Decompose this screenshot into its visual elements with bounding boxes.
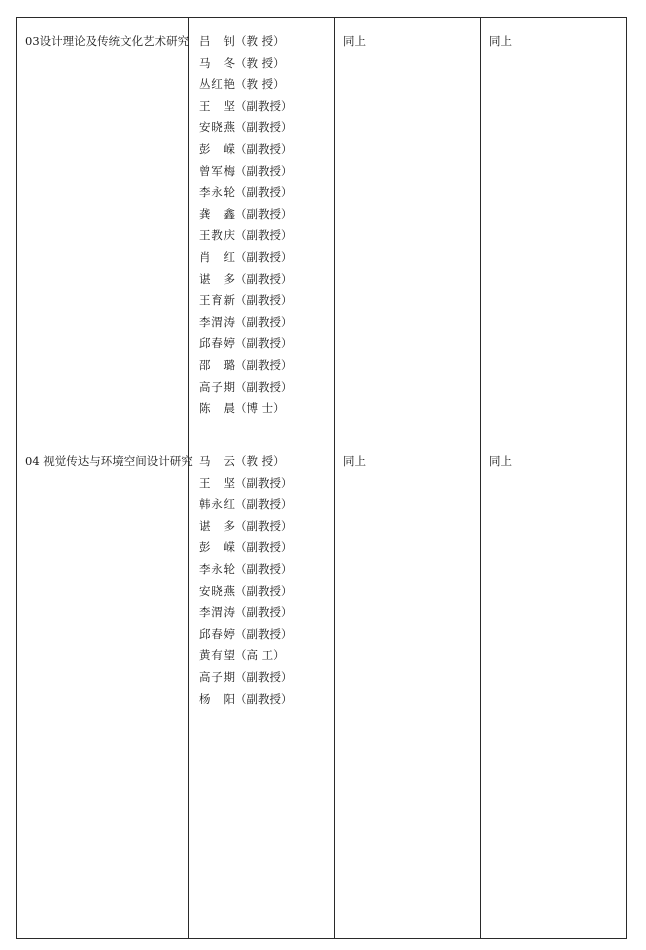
advisor-table <box>16 17 627 939</box>
advisor-row <box>199 247 293 269</box>
advisor-row <box>199 667 293 689</box>
advisor-name: 王教庆 <box>199 228 235 243</box>
advisor-row <box>199 74 293 96</box>
advisor-row <box>199 624 293 646</box>
advisor-title: （副教授） <box>235 141 293 156</box>
advisor-title: （博 士） <box>235 401 285 416</box>
advisor-title: （教 授） <box>235 55 285 70</box>
advisor-title: （副教授） <box>235 518 293 533</box>
advisor-row <box>199 204 293 226</box>
advisor-row <box>199 269 293 291</box>
advisor-title: （副教授） <box>235 228 293 243</box>
advisor-name: 丛红艳 <box>199 77 235 92</box>
advisor-name: 曾军梅 <box>199 163 235 178</box>
advisor-title: （副教授） <box>235 120 293 135</box>
advisor-title: （副教授） <box>235 669 293 684</box>
advisor-row <box>199 516 293 538</box>
advisor-title: （副教授） <box>235 540 293 555</box>
advisor-name: 安晓燕 <box>199 583 235 598</box>
column-divider <box>480 18 481 938</box>
advisor-title: （副教授） <box>235 293 293 308</box>
same-as-above-note: 同上 <box>489 34 512 48</box>
advisor-title: （副教授） <box>235 185 293 200</box>
advisor-name: 黄有望 <box>199 648 235 663</box>
advisor-name: 邱春婷 <box>199 336 235 351</box>
advisor-title: （副教授） <box>235 206 293 221</box>
advisor-title: （副教授） <box>235 561 293 576</box>
advisor-title: （教 授） <box>235 34 285 48</box>
advisor-row <box>199 377 293 399</box>
advisor-name: 谌 多 <box>199 518 235 533</box>
advisor-title: （副教授） <box>235 336 293 351</box>
advisor-title: （教 授） <box>235 454 285 468</box>
advisor-name: 马 冬 <box>199 55 235 70</box>
advisor-name: 王 坚 <box>199 475 235 490</box>
advisor-row <box>199 451 293 473</box>
advisor-row <box>199 645 293 667</box>
advisor-name: 彭 嵘 <box>199 540 235 555</box>
advisor-list-03 <box>199 31 293 420</box>
advisor-row <box>199 182 293 204</box>
advisor-name: 龚 鑫 <box>199 206 235 221</box>
advisor-name: 吕 钊 <box>199 34 235 48</box>
advisor-row <box>199 96 293 118</box>
advisor-row <box>199 225 293 247</box>
advisor-title: （高 工） <box>235 648 285 663</box>
advisor-row <box>199 117 293 139</box>
advisor-name: 陈 晨 <box>199 401 235 416</box>
advisor-row <box>199 290 293 312</box>
research-direction-04: 04 视觉传达与环境空间设计研究 <box>25 454 193 468</box>
advisor-row <box>199 473 293 495</box>
advisor-name: 马 云 <box>199 454 235 468</box>
advisor-name: 彭 嵘 <box>199 141 235 156</box>
advisor-name: 韩永红 <box>199 497 235 512</box>
same-as-above-note: 同上 <box>489 454 512 468</box>
same-as-above-note: 同上 <box>343 454 366 468</box>
advisor-name: 高子期 <box>199 669 235 684</box>
advisor-title: （副教授） <box>235 475 293 490</box>
advisor-name: 王育新 <box>199 293 235 308</box>
advisor-row <box>199 355 293 377</box>
advisor-title: （教 授） <box>235 77 285 92</box>
column-divider <box>188 18 189 938</box>
advisor-row <box>199 333 293 355</box>
advisor-name: 谌 多 <box>199 271 235 286</box>
advisor-name: 王 坚 <box>199 98 235 113</box>
same-as-above-note: 同上 <box>343 34 366 48</box>
advisor-title: （副教授） <box>235 271 293 286</box>
advisor-row <box>199 689 293 711</box>
advisor-list-04 <box>199 451 293 710</box>
advisor-row <box>199 53 293 75</box>
advisor-row <box>199 537 293 559</box>
advisor-name: 李永轮 <box>199 561 235 576</box>
advisor-name: 安晓燕 <box>199 120 235 135</box>
advisor-name: 邱春婷 <box>199 626 235 641</box>
advisor-title: （副教授） <box>235 626 293 641</box>
advisor-title: （副教授） <box>235 583 293 598</box>
advisor-title: （副教授） <box>235 314 293 329</box>
advisor-name: 李永轮 <box>199 185 235 200</box>
advisor-name: 邵 璐 <box>199 357 235 372</box>
advisor-title: （副教授） <box>235 379 293 394</box>
advisor-row <box>199 494 293 516</box>
advisor-name: 肖 红 <box>199 249 235 264</box>
advisor-name: 杨 阳 <box>199 691 235 706</box>
advisor-row <box>199 602 293 624</box>
advisor-name: 高子期 <box>199 379 235 394</box>
advisor-title: （副教授） <box>235 163 293 178</box>
advisor-row <box>199 559 293 581</box>
advisor-row <box>199 312 293 334</box>
advisor-title: （副教授） <box>235 249 293 264</box>
advisor-title: （副教授） <box>235 605 293 620</box>
advisor-row <box>199 398 293 420</box>
advisor-row <box>199 581 293 603</box>
advisor-name: 李渭涛 <box>199 314 235 329</box>
research-direction-03: 03设计理论及传统文化艺术研究 <box>25 34 190 48</box>
advisor-row <box>199 31 293 53</box>
column-divider <box>334 18 335 938</box>
advisor-title: （副教授） <box>235 98 293 113</box>
advisor-title: （副教授） <box>235 691 293 706</box>
advisor-row <box>199 139 293 161</box>
advisor-name: 李渭涛 <box>199 605 235 620</box>
advisor-title: （副教授） <box>235 497 293 512</box>
advisor-row <box>199 161 293 183</box>
advisor-title: （副教授） <box>235 357 293 372</box>
